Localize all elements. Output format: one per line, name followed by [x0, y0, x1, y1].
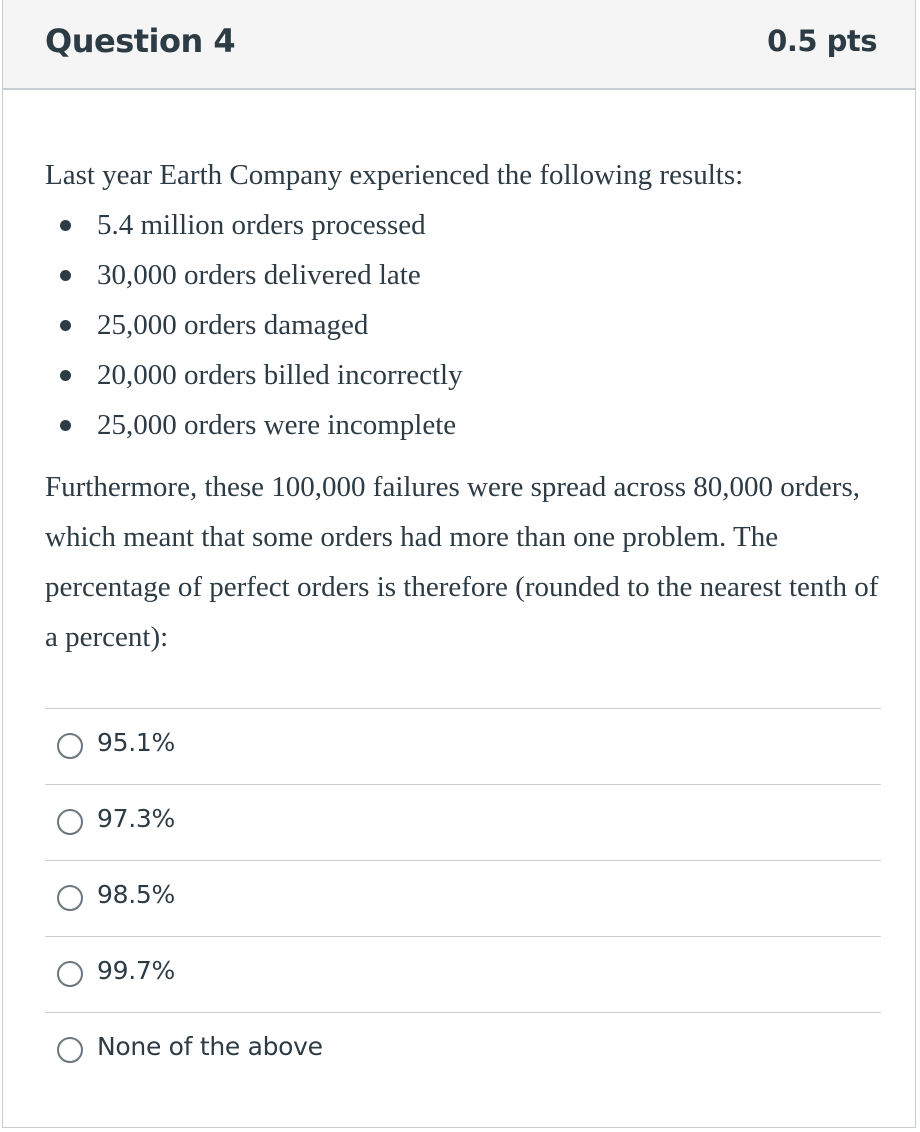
list-item: [45, 250, 881, 300]
question-card: [2, 0, 916, 1128]
answer-label[interactable]: 95.1%: [97, 728, 175, 757]
bullet-icon: [60, 370, 71, 381]
bullet-icon: [60, 420, 71, 431]
answer-option[interactable]: [45, 708, 881, 784]
list-item: [45, 400, 881, 450]
answer-label[interactable]: 97.3%: [97, 804, 175, 833]
question-paragraph: Furthermore, these 100,000 failures were spread across 80,000 orders, which meant that some orders had more than one problem. The percentage of perfect orders is therefore (rounded to the nearest tenth of a percent):: [45, 471, 879, 653]
answer-label[interactable]: 98.5%: [97, 880, 175, 909]
question-intro: Last year Earth Company experienced the following results:: [45, 159, 744, 191]
question-header: [3, 0, 915, 90]
list-item-text: 5.4 million orders processed: [97, 209, 426, 241]
answer-label[interactable]: None of the above: [97, 1032, 323, 1061]
question-title: Question 4: [45, 22, 236, 60]
results-list: [45, 200, 881, 450]
answer-option[interactable]: [45, 860, 881, 936]
bullet-icon: [60, 270, 71, 281]
list-item-text: 25,000 orders were incomplete: [97, 409, 457, 441]
radio-button[interactable]: [57, 961, 83, 987]
list-item-text: 30,000 orders delivered late: [97, 259, 421, 291]
list-item: [45, 350, 881, 400]
question-points: 0.5 pts: [767, 24, 877, 58]
list-item: [45, 300, 881, 350]
list-item-text: 25,000 orders damaged: [97, 309, 369, 341]
answer-label[interactable]: 99.7%: [97, 956, 175, 985]
answer-option[interactable]: [45, 936, 881, 1012]
radio-button[interactable]: [57, 885, 83, 911]
list-item: [45, 200, 881, 250]
answer-list: [45, 708, 881, 1088]
list-item-text: 20,000 orders billed incorrectly: [97, 359, 463, 391]
answer-option[interactable]: [45, 1012, 881, 1088]
radio-button[interactable]: [57, 809, 83, 835]
radio-button[interactable]: [57, 733, 83, 759]
radio-button[interactable]: [57, 1037, 83, 1063]
bullet-icon: [60, 320, 71, 331]
question-text: [45, 150, 881, 662]
bullet-icon: [60, 220, 71, 231]
answer-option[interactable]: [45, 784, 881, 860]
